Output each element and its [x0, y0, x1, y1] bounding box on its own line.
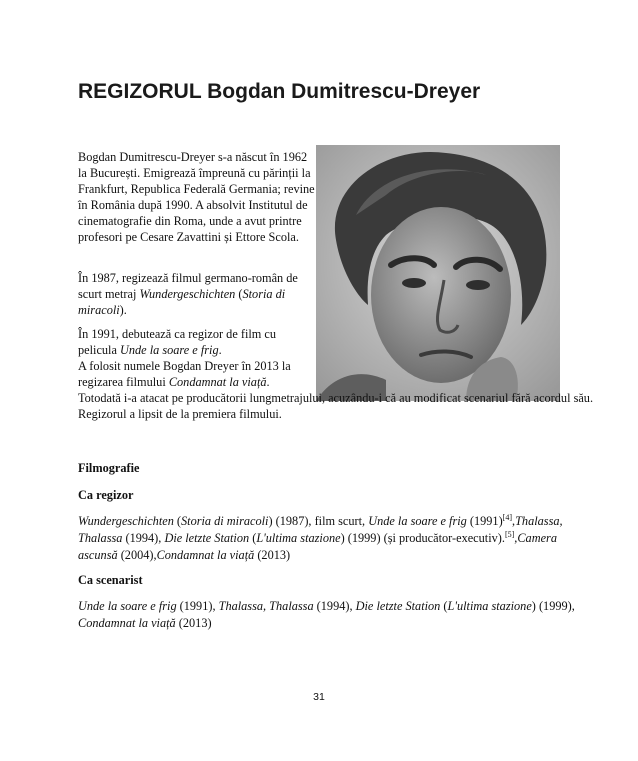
- bio-1987-text-3: ).: [119, 303, 127, 317]
- credit-text: ) (1999),: [531, 599, 575, 613]
- credit-condamnat: Condamnat la viață: [78, 616, 176, 630]
- credit-unde-la-soare: Unde la soare e frig: [78, 599, 177, 613]
- bio-1991-paragraph: [78, 326, 598, 422]
- bio-1991-text-2: .: [218, 343, 222, 357]
- bio-intro-paragraph: Bogdan Dumitrescu-Dreyer s-a născut în 1962 la București. Emigrează împreună cu părinții la Frankfurt, Republica Federală Germania; revine în România după 1990. A absolvit Institutul de cinematografie din Roma, unde a avut printre profesori pe Cesare Zavattini și Ettore Scola.: [78, 150, 315, 244]
- reference-link-5[interactable]: [5]: [504, 529, 515, 539]
- credit-text: (1991),: [176, 599, 219, 613]
- credit-storia-di-miracoli: Storia di miracoli: [181, 514, 269, 528]
- credit-text: (2013): [254, 548, 291, 562]
- bio-1991-text-5: Totodată i-a atacat pe producătorii lungmetrajului, acuzându-i că au modificat scenariul fără acordul său. Regizorul a lipsit de la premiera filmului.: [78, 391, 594, 421]
- writer-credits-list: Unde la soare e frig (1991), Thalassa, Thalassa (1994), Die letzte Station (L'ultima stazione) (1999), Condamnat la viață (2013): [78, 599, 575, 630]
- credit-text: (2013): [175, 616, 212, 630]
- bio-1987-paragraph: [78, 270, 316, 318]
- credit-thalassa: Thalassa, Thalassa: [218, 599, 314, 613]
- credit-text: (1991): [466, 514, 503, 528]
- film-title-unde-la-soare: Unde la soare e frig: [120, 343, 219, 357]
- credit-thalassa: Thalassa, Thalassa: [78, 514, 563, 545]
- bio-1991-narrow-block: [78, 326, 316, 390]
- credit-ultima-stazione: L'ultima stazione: [256, 531, 341, 545]
- bio-1987-text: În 1987, regizează filmul germano-român de scurt metraj: [78, 271, 298, 301]
- credit-text: (1994),: [122, 531, 165, 545]
- bio-1991-text: În 1991, debutează ca regizor de film cu pelicula: [78, 327, 277, 357]
- credit-wundergeschichten: Wundergeschichten: [78, 514, 174, 528]
- film-title-wundergeschichten: Wundergeschichten: [139, 287, 236, 301]
- credit-unde-la-soare: Unde la soare e frig: [368, 514, 467, 528]
- page-number: 31: [313, 691, 325, 703]
- director-credits-heading: Ca regizor: [78, 488, 134, 502]
- director-credits-list: Wundergeschichten (Storia di miracoli) (1987), film scurt, Unde la soare e frig (1991)[4],Thalassa, Thalassa (1994), Die letzte Station (L'ultima stazione) (1999) (și producător-executiv).[5],Camera ascunsă (2004),Condamnat la viață (2013): [78, 512, 563, 562]
- bio-1991-text-4: .: [266, 375, 270, 389]
- film-title-condamnat: Condamnat la viață: [168, 375, 267, 389]
- credit-condamnat: Condamnat la viață: [156, 548, 255, 562]
- reference-link-4[interactable]: [4]: [502, 512, 512, 522]
- credit-camera-ascunsa: Camera ascunsă: [78, 531, 557, 562]
- credit-die-letzte-station: Die letzte Station: [355, 599, 441, 613]
- credit-ultima-stazione: L'ultima stazione: [447, 599, 532, 613]
- filmography-heading: Filmografie: [78, 461, 140, 475]
- credit-text: ) (1999) (și producător-executiv).: [340, 531, 505, 545]
- credit-text: (1987), film scurt,: [272, 514, 369, 528]
- credit-text: (1994),: [313, 599, 356, 613]
- credit-text: (2004),: [117, 548, 157, 562]
- film-alt-title-storia: Storia di miracoli: [78, 287, 286, 317]
- page-title: REGIZORUL Bogdan Dumitrescu-Dreyer: [78, 80, 481, 103]
- writer-credits-heading: Ca scenarist: [78, 573, 143, 587]
- bio-1991-text-3: A folosit numele Bogdan Dreyer în 2013 la regizarea filmului: [78, 359, 291, 389]
- credit-die-letzte-station: Die letzte Station: [164, 531, 250, 545]
- bio-1987-text-2: (: [235, 287, 243, 301]
